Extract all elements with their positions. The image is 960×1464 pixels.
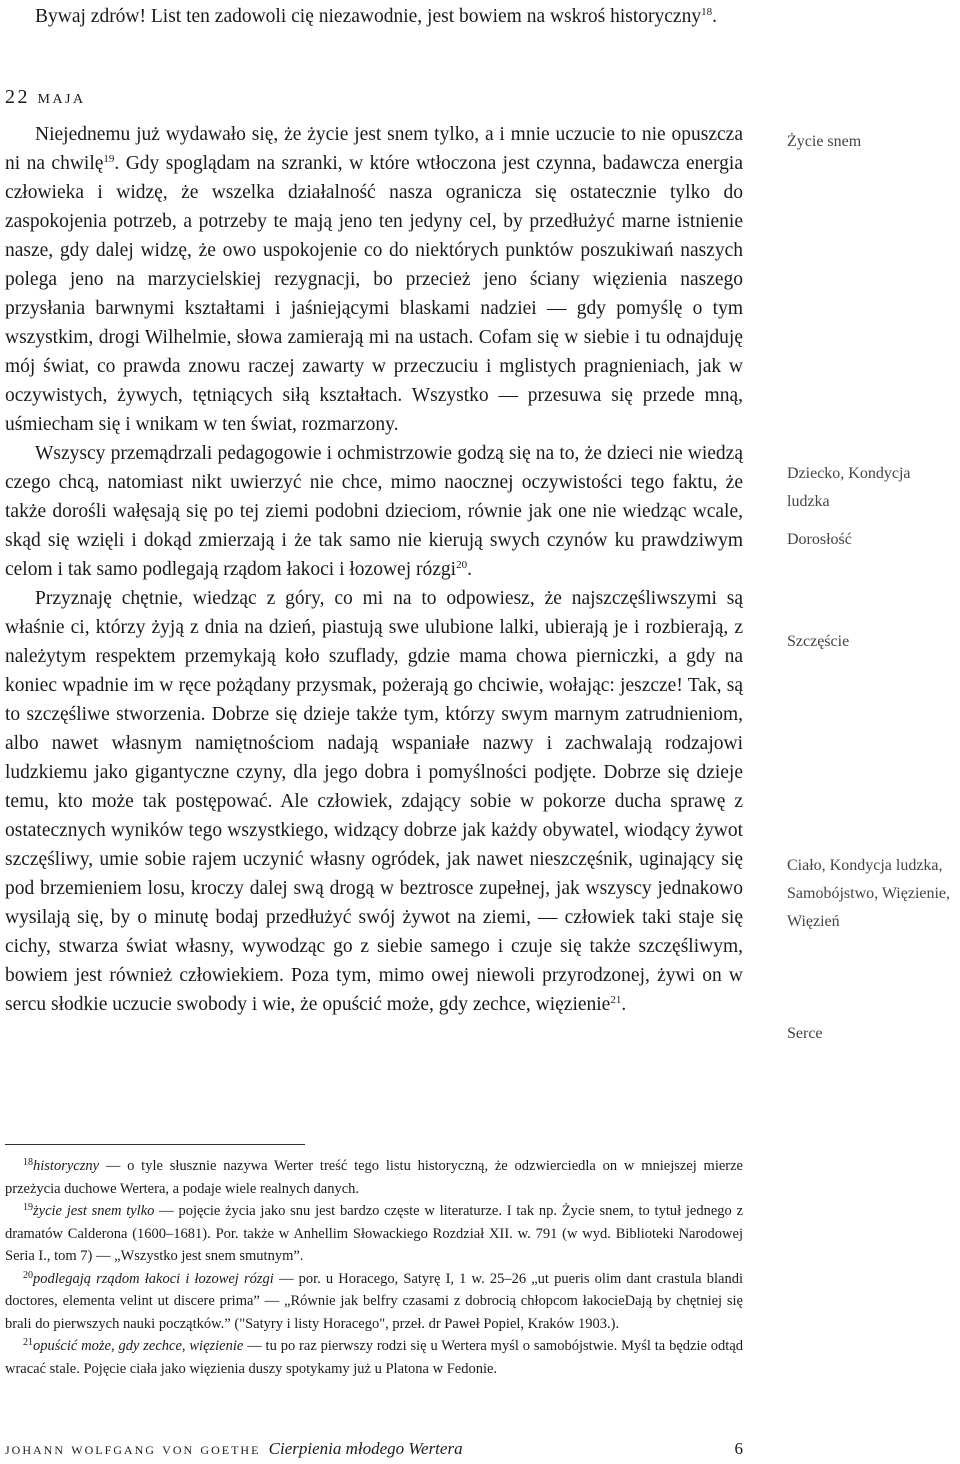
margin-note: Szczęście	[787, 633, 850, 650]
opening-text: Bywaj zdrów! List ten zadowoli cię niezawodnie, jest bowiem na wskroś historyczny	[35, 6, 702, 27]
footnotes	[5, 1155, 743, 1380]
margin-note: Dorosłość	[787, 531, 852, 548]
letter-date-heading: 22 maja	[5, 86, 86, 108]
footer-author: johann wolfgang von goethe	[5, 1439, 261, 1458]
body-paragraph	[5, 584, 743, 1019]
footnote-text: — por. u Horacego, Satyrę I, 1 w. 25–26 „ut pueris olim dant crastula blandi doctores, elementa velint ut discere prima” — „Równie jak belfry czasami z dobrocią chłopcom łakocieDają by chętniej się brali do pierwszych nauki początków.” ("Satyry i listy Horacego", przeł. dr Paweł Popiel, Kraków 1903.).	[5, 1270, 743, 1332]
paragraph-text: .	[621, 994, 627, 1015]
footnote-number: 18	[23, 1157, 33, 1168]
footnote-number: 21	[23, 1337, 33, 1348]
paragraph-text: . Gdy spoglądam na szranki, w które wtłoczona jest czynna, badawcza energia człowieka i widzę, że wszelka działalność nasza ogranicza się ostatecznie tylko do zaspokojenia potrzeb, a potrzeby te mają jeno ten jedyny cel, by przedłużyć marne istnienie nasze, gdy dalej widzę, że owo uspokojenie co do niektórych punktów poszukiwań naszych polega jeno na marzycielskiej rezygnacji, bo przecież jeno ściany więzienia naszego przysłania barwnymi kształtami i jaśniejącymi blaskami nadziei — gdy pomyślę o tym wszystkim, drogi Wilhelmie, słowa zamierają mi na ustach. Cofam się w siebie i tu odnajduję mój świat, co prawda znowu raczej zawarty w przeczuciu i mglistych pragnieniach, jak w oczywistych, żywych, tętniących siłą kształtach. Wszystko — przesuwa się przede mną, uśmiecham się i wnikam w ten świat, rozmarzony.	[5, 153, 743, 435]
page-number: 6	[734, 1439, 743, 1458]
paragraph-text: Niejednemu już wydawało się, że życie jest snem tylko, a i mnie uczucie to nie opuszcza ni na chwilę	[5, 124, 743, 174]
paragraph-text: Przyznaję chętnie, wiedząc z góry, co mi na to odpowiesz, że najszczęśliwszymi są właśnie ci, którzy żyją z dnia na dzień, piastują swe ulubione lalki, ubierają je i rozbierają, z należytym respektem przemykają koło szuflady, gdzie mama chowa pierniczki, a gdy na koniec wpadnie im w ręce pożądany przysmak, pożerają go chciwie, wołając: jeszcze! Tak, są to szczęśliwe stworzenia. Dobrze się dzieje także tym, którzy swym marnym zatrudnieniom, albo nawet własnym namiętnościom nadają wspaniałe nazwy i zachwalają rodzajowi ludzkiemu jako gigantyczne czyny, dla jego dobra i pomyślności podjęte. Dobrze się dzieje temu, kto może tak postępować. Ale człowiek, zdający sobie w pokorze ducha sprawę z ostatecznych wyników tego wszystkiego, widzący dobrze jak każdy obywatel, wiodący żywot szczęśliwy, umie sobie rajem uczynić własny ogródek, jak nawet nieszczęśnik, uginający się pod brzemieniem losu, kroczy dalej swą drogą w beztrosce zupełnej, jak wszyscy jednakowo wysilają się, by o minutę bodaj przedłużyć swój żywot na ziemi, — człowiek taki staje się cichy, stwarza świat własny, wywodząc go z siebie samego i czuje się także szczęśliwym, bowiem jest również człowiekiem. Poza tym, mimo owej niewoli przyrodzonej, żywi on w sercu słodkie uczucie swobody i wie, że opuścić może, gdy zechce, więzienie	[5, 588, 743, 1015]
margin-note: Serce	[787, 1025, 823, 1042]
margin-note: Dziecko, Kondycja ludzka	[787, 465, 911, 510]
footnote-number: 20	[23, 1269, 33, 1281]
footnote-20	[5, 1268, 743, 1336]
footnote-number: 19	[23, 1202, 33, 1213]
footnote-text: — pojęcie życia jako snu jest bardzo częste w literaturze. I tak np. Życie snem, to tytuł jednego z dramatów Calderona (1600–1681). Por. także w Anhellim Słowackiego Rozdział XII. w. 791 (w wyd. Biblioteki Narodowej Seria I., tom 7) — „Wszystko jest snem smutnym”.	[5, 1203, 744, 1264]
footnote-ref-18[interactable]: 18	[701, 6, 713, 18]
footer-book-title: Cierpienia młodego Wertera	[268, 1439, 463, 1458]
opening-paragraph: Bywaj zdrów! List ten zadowoli cię niezawodnie, jest bowiem na wskroś historyczny$^{18}$.	[35, 6, 717, 27]
footnote-21	[5, 1335, 743, 1380]
footnote-text: — o tyle słusznie nazywa Werter treść tego listu historyczną, że odzwierciedla on w mniejszej mierze przeżycia duchowe Wertera, a podaje wiele realnych danych.	[5, 1158, 743, 1197]
footnote-divider	[5, 1144, 305, 1145]
body-paragraph	[5, 120, 743, 439]
page-footer	[5, 1438, 743, 1460]
paragraph-text: Wszyscy przemądrzali pedagogowie i ochmistrzowie godzą się na to, że dzieci nie wiedzą czego chcą, natomiast nikt uwierzyć nie chce, mimo naocznej oczywistości tego faktu, że także dorośli wałęsają się po tej ziemi podobni dzieciom, równie jak one nie wiedząc wcale, skąd się wzięli i dokąd zmierzają i że tak samo nie kierują swych czynów ku prawdziwym celom i tak samo podlegają rządom łakoci i łozowej rózgi	[5, 443, 743, 580]
margin-note: Życie snem	[787, 133, 862, 150]
letter-body	[5, 120, 743, 1019]
body-paragraph	[5, 439, 743, 584]
footnote-term: podlegają rządom łakoci i łozowej rózgi	[33, 1270, 274, 1287]
footnote-text: — tu po raz pierwszy rodzi się u Wertera myśl o samobójstwie. Myśl ta będzie odtąd wracać stale. Pojęcie ciała jako więzienia duszy spotykamy już u Platona w Fedonie.	[5, 1338, 744, 1377]
footnote-19	[5, 1200, 743, 1268]
margin-note: Ciało, Kondycja ludzka, Samobójstwo, Więzienie, Więzień	[787, 857, 951, 930]
footnote-term: życie jest snem tylko	[33, 1203, 155, 1219]
footnote-18	[5, 1155, 743, 1200]
footnote-term: opuścić może, gdy zechce, więzienie	[33, 1338, 244, 1354]
paragraph-text: .	[467, 559, 472, 580]
footnote-term: historyczny	[33, 1158, 100, 1174]
footnote-ref-20[interactable]: 20	[456, 559, 468, 571]
footnote-ref-19[interactable]: 19	[103, 153, 115, 165]
footnote-ref-21[interactable]: 21	[610, 994, 622, 1006]
